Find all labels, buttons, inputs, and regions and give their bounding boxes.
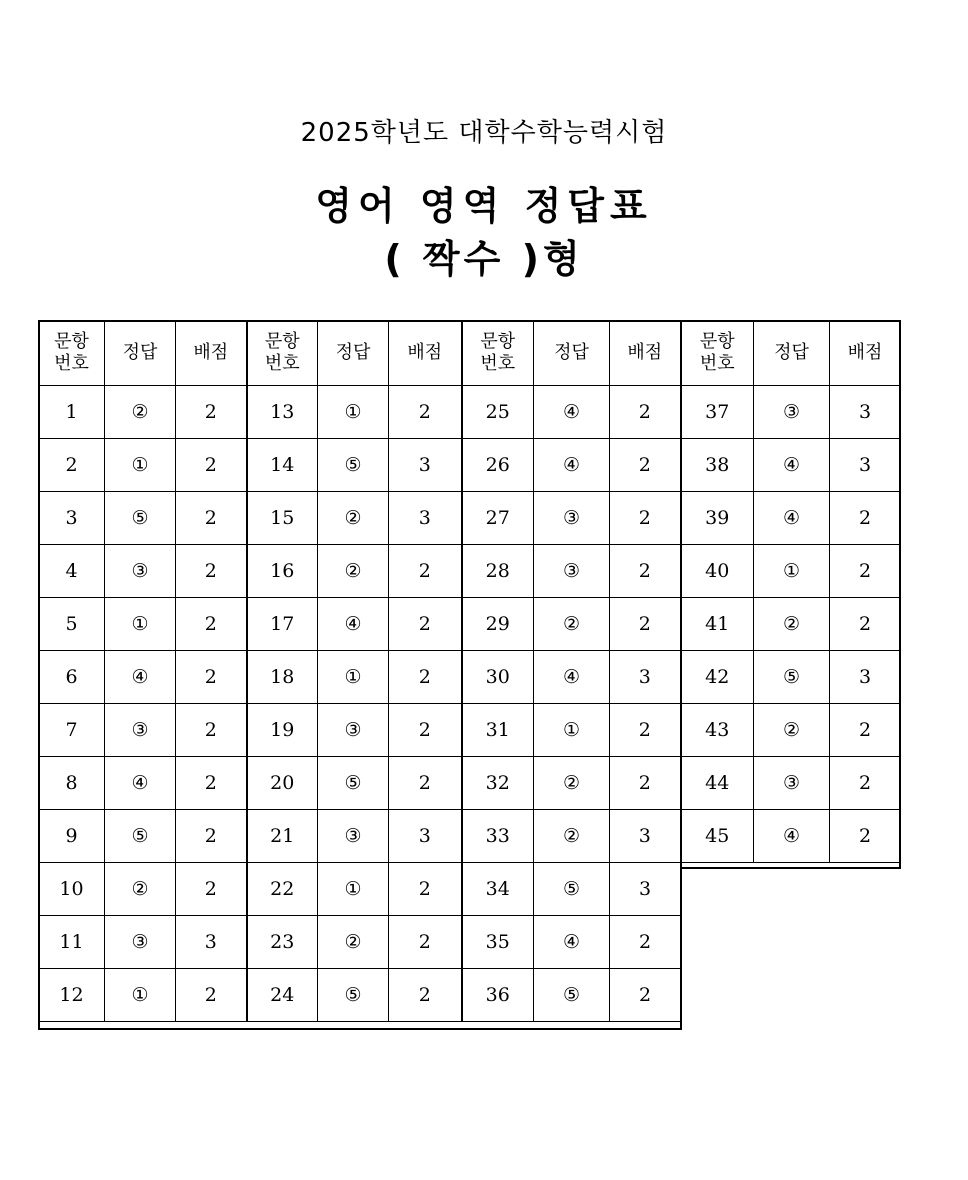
points-value: 2 <box>610 492 681 545</box>
table-row <box>39 545 901 598</box>
exam-title: 2025학년도 대학수학능력시험 <box>300 118 668 148</box>
answer-choice: ⑤ <box>318 969 389 1022</box>
empty-cell <box>830 863 901 916</box>
question-number: 15 <box>247 492 318 545</box>
header-number: 문항 번호 <box>681 321 754 386</box>
question-number: 17 <box>247 598 318 651</box>
answer-choice: ⑤ <box>105 492 176 545</box>
answer-choice: ⑤ <box>318 439 389 492</box>
points-value: 3 <box>610 863 681 916</box>
answer-choice: ④ <box>105 757 176 810</box>
points-value: 2 <box>830 598 901 651</box>
answer-choice: ③ <box>754 757 830 810</box>
points-value: 2 <box>176 651 247 704</box>
question-number: 7 <box>39 704 105 757</box>
empty-cell <box>754 863 830 916</box>
points-value: 3 <box>389 492 462 545</box>
question-number: 18 <box>247 651 318 704</box>
question-number: 33 <box>462 810 534 863</box>
points-value: 2 <box>830 545 901 598</box>
answer-choice: ① <box>318 863 389 916</box>
points-value: 3 <box>830 439 901 492</box>
question-number: 36 <box>462 969 534 1022</box>
header-number: 문항 번호 <box>247 321 318 386</box>
points-value: 3 <box>830 386 901 439</box>
answer-choice: ① <box>105 969 176 1022</box>
points-value: 2 <box>389 386 462 439</box>
empty-cell <box>830 916 901 969</box>
header-answer: 정답 <box>534 321 610 386</box>
question-number: 24 <box>247 969 318 1022</box>
answer-choice: ⑤ <box>754 651 830 704</box>
table-row <box>39 598 901 651</box>
answer-choice: ② <box>534 810 610 863</box>
question-number: 23 <box>247 916 318 969</box>
empty-cell <box>754 916 830 969</box>
points-value: 2 <box>610 916 681 969</box>
table-row <box>39 916 901 969</box>
points-value: 2 <box>389 863 462 916</box>
points-value: 2 <box>830 810 901 863</box>
answer-choice: ④ <box>754 439 830 492</box>
answer-choice: ③ <box>534 545 610 598</box>
answer-choice: ③ <box>318 704 389 757</box>
question-number: 32 <box>462 757 534 810</box>
question-number: 35 <box>462 916 534 969</box>
header-points: 배점 <box>389 321 462 386</box>
header-points: 배점 <box>830 321 901 386</box>
empty-cell <box>681 969 754 1022</box>
question-number: 1 <box>39 386 105 439</box>
question-number: 29 <box>462 598 534 651</box>
answer-choice: ⑤ <box>105 810 176 863</box>
points-value: 2 <box>610 439 681 492</box>
points-value: 2 <box>610 386 681 439</box>
answer-choice: ② <box>534 757 610 810</box>
points-value: 2 <box>176 545 247 598</box>
answer-choice: ⑤ <box>534 863 610 916</box>
answer-table <box>38 320 901 1022</box>
answer-choice: ④ <box>534 439 610 492</box>
table-row <box>39 704 901 757</box>
answer-choice: ② <box>318 492 389 545</box>
points-value: 2 <box>830 492 901 545</box>
question-number: 11 <box>39 916 105 969</box>
question-number: 10 <box>39 863 105 916</box>
question-number: 9 <box>39 810 105 863</box>
points-value: 2 <box>176 598 247 651</box>
question-number: 5 <box>39 598 105 651</box>
answer-choice: ② <box>754 704 830 757</box>
question-number: 31 <box>462 704 534 757</box>
points-value: 2 <box>389 545 462 598</box>
question-number: 22 <box>247 863 318 916</box>
answer-choice: ② <box>754 598 830 651</box>
answer-choice: ③ <box>105 545 176 598</box>
points-value: 2 <box>176 704 247 757</box>
answer-choice: ③ <box>318 810 389 863</box>
question-number: 34 <box>462 863 534 916</box>
answer-choice: ④ <box>318 598 389 651</box>
table-row <box>39 810 901 863</box>
empty-cell <box>681 863 754 916</box>
header-number: 문항 번호 <box>39 321 105 386</box>
question-number: 14 <box>247 439 318 492</box>
points-value: 2 <box>389 598 462 651</box>
header-row <box>39 321 901 386</box>
answer-choice: ④ <box>754 810 830 863</box>
answer-choice: ② <box>318 545 389 598</box>
points-value: 2 <box>389 704 462 757</box>
question-number: 38 <box>681 439 754 492</box>
answer-choice: ② <box>105 386 176 439</box>
answer-choice: ① <box>105 439 176 492</box>
question-number: 40 <box>681 545 754 598</box>
question-number: 30 <box>462 651 534 704</box>
points-value: 3 <box>610 810 681 863</box>
points-value: 2 <box>176 492 247 545</box>
points-value: 3 <box>830 651 901 704</box>
table-row <box>39 492 901 545</box>
question-number: 39 <box>681 492 754 545</box>
table-row <box>39 757 901 810</box>
header-points: 배점 <box>176 321 247 386</box>
answer-choice: ⑤ <box>534 969 610 1022</box>
question-number: 37 <box>681 386 754 439</box>
points-value: 2 <box>389 916 462 969</box>
answer-choice: ④ <box>105 651 176 704</box>
answer-choice: ④ <box>534 386 610 439</box>
points-value: 2 <box>176 757 247 810</box>
answer-choice: ④ <box>534 916 610 969</box>
points-value: 3 <box>389 439 462 492</box>
answer-choice: ② <box>534 598 610 651</box>
points-value: 3 <box>176 916 247 969</box>
answer-choice: ② <box>318 916 389 969</box>
points-value: 2 <box>610 969 681 1022</box>
question-number: 28 <box>462 545 534 598</box>
points-value: 2 <box>176 863 247 916</box>
points-value: 2 <box>176 810 247 863</box>
section-title: 영어 영역 정답표 <box>315 184 653 228</box>
question-number: 26 <box>462 439 534 492</box>
question-number: 45 <box>681 810 754 863</box>
points-value: 2 <box>610 545 681 598</box>
question-number: 13 <box>247 386 318 439</box>
table-row <box>39 969 901 1022</box>
points-value: 2 <box>610 757 681 810</box>
question-number: 8 <box>39 757 105 810</box>
form-type: ( 짝수 )형 <box>384 237 584 281</box>
answer-choice: ① <box>318 386 389 439</box>
question-number: 6 <box>39 651 105 704</box>
question-number: 41 <box>681 598 754 651</box>
question-number: 21 <box>247 810 318 863</box>
points-value: 2 <box>389 651 462 704</box>
header-answer: 정답 <box>754 321 830 386</box>
question-number: 2 <box>39 439 105 492</box>
answer-choice: ④ <box>534 651 610 704</box>
points-value: 3 <box>389 810 462 863</box>
answer-choice: ③ <box>754 386 830 439</box>
question-number: 19 <box>247 704 318 757</box>
table-row <box>39 439 901 492</box>
empty-cell <box>754 969 830 1022</box>
points-value: 2 <box>389 757 462 810</box>
points-value: 2 <box>389 969 462 1022</box>
points-value: 2 <box>830 704 901 757</box>
header-answer: 정답 <box>105 321 176 386</box>
table-row <box>39 863 901 916</box>
table-row <box>39 386 901 439</box>
answer-choice: ② <box>105 863 176 916</box>
question-number: 16 <box>247 545 318 598</box>
question-number: 12 <box>39 969 105 1022</box>
question-number: 44 <box>681 757 754 810</box>
question-number: 4 <box>39 545 105 598</box>
header-number: 문항 번호 <box>462 321 534 386</box>
answer-choice: ③ <box>105 916 176 969</box>
points-value: 2 <box>176 969 247 1022</box>
empty-cell <box>830 969 901 1022</box>
points-value: 2 <box>610 704 681 757</box>
points-value: 2 <box>610 598 681 651</box>
question-number: 43 <box>681 704 754 757</box>
question-number: 27 <box>462 492 534 545</box>
header-points: 배점 <box>610 321 681 386</box>
points-value: 2 <box>176 439 247 492</box>
question-number: 25 <box>462 386 534 439</box>
answer-choice: ④ <box>754 492 830 545</box>
answer-choice: ① <box>318 651 389 704</box>
answer-choice: ① <box>105 598 176 651</box>
answer-choice: ③ <box>105 704 176 757</box>
header-answer: 정답 <box>318 321 389 386</box>
question-number: 20 <box>247 757 318 810</box>
points-value: 2 <box>830 757 901 810</box>
answer-choice: ① <box>754 545 830 598</box>
table-row <box>39 651 901 704</box>
question-number: 42 <box>681 651 754 704</box>
answer-choice: ① <box>534 704 610 757</box>
points-value: 2 <box>176 386 247 439</box>
empty-cell <box>681 916 754 969</box>
answer-choice: ③ <box>534 492 610 545</box>
points-value: 3 <box>610 651 681 704</box>
answer-choice: ⑤ <box>318 757 389 810</box>
question-number: 3 <box>39 492 105 545</box>
